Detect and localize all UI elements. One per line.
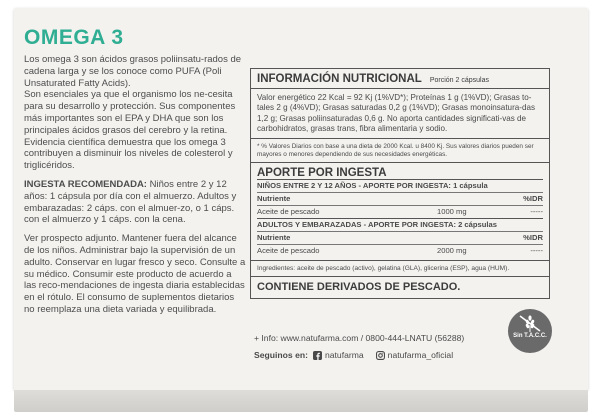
adults-col-nutrient: Nutriente bbox=[257, 233, 291, 243]
instagram-handle: natufarma_oficial bbox=[387, 350, 454, 360]
sin-tacc-badge bbox=[508, 309, 552, 353]
nutrition-values: Valor energético 22 Kcal = 92 Kj (1%VD*); Proteínas 1 g (1%VD); Grasas to-tales 2 g (4%VD); Grasas saturadas 0,2 g (1%VD); Grasas monoinsatura-das 1,2 g; Grasas poliinsaturadas 0,6 g. No aporta cantidades significati-vas de carbohidratos, grasas trans, fibra alimentaria y sodio. bbox=[257, 93, 536, 134]
table-row bbox=[257, 244, 543, 257]
warning-paragraph: Ver prospecto adjunto. Mantener fuera del alcance de los niños. Administrar bajo la supervisión de un adulto. Conservar en lugar fresco y seco. Consulte a su médico. Consumir este producto de acuerdo a las reco-mendaciones de ingesta diaria establecidas en el rótulo. El consumo de suplementos dietarios no reemplaza una dieta variada y equilibrada. bbox=[24, 233, 246, 315]
product-title: OMEGA 3 bbox=[24, 26, 124, 49]
nutrition-footnote: * % Valores Diarios con base a una dieta de 2000 Kcal. u 8400 Kj. Sus valores diarios pueden ser mayores o menores dependiendo de sus necesidades energéticas. bbox=[257, 142, 534, 158]
kids-item: Aceite de pescado bbox=[257, 207, 320, 217]
kids-col-headers bbox=[257, 192, 543, 205]
adults-table bbox=[257, 218, 543, 257]
nutrition-frame bbox=[250, 68, 550, 299]
adults-item: Aceite de pescado bbox=[257, 246, 320, 256]
table-row bbox=[257, 205, 543, 218]
package-bottom-edge bbox=[14, 390, 588, 412]
ingesta-recomendada bbox=[24, 179, 246, 226]
ingredients: Ingredientes: aceite de pescado (activo), gelatina (GLA), glicerina (ESP), agua (HUM). bbox=[257, 264, 510, 272]
intro-paragraph-2: Son esenciales ya que el organismo los ne-cesita para su desarrollo y protección. Sus componentes más importantes son el EPA y DHA que son los principales ácidos grasos del cerebro y la retina. bbox=[24, 89, 236, 136]
adults-col-idr: %IDR bbox=[523, 233, 543, 243]
aporte-heading: APORTE POR INGESTA bbox=[257, 166, 387, 179]
facebook-icon bbox=[313, 351, 322, 360]
adults-amount: 2000 mg bbox=[437, 246, 467, 256]
left-description bbox=[24, 54, 246, 316]
adults-header bbox=[257, 219, 543, 231]
instagram-icon bbox=[376, 351, 385, 360]
nutrition-panel bbox=[250, 68, 550, 299]
adults-header-text: ADULTOS Y EMBARAZADAS - APORTE POR INGESTA: 2 cápsulas bbox=[257, 220, 497, 230]
nutrition-heading-row bbox=[257, 73, 543, 85]
facebook-handle: natufarma bbox=[324, 350, 364, 360]
intro-paragraph-3: Evidencia científica demuestra que los omega 3 contribuyen a disminuir los niveles de colesterol y triglicéridos. bbox=[24, 136, 233, 172]
kids-col-idr: %IDR bbox=[523, 194, 543, 204]
kids-header-text: NIÑOS ENTRE 2 Y 12 AÑOS - APORTE POR INGESTA: 1 cápsula bbox=[257, 181, 488, 191]
ingesta-text: Niños entre 2 y 12 años: 1 cápsula por día con el almuerzo. Adultos y embarazadas: 2 cáps. con el almuer-zo, o 1 cáps. con el almuerzo y 1 cáps. con la cena. bbox=[24, 178, 237, 226]
intro-paragraph-1: Los omega 3 son ácidos grasos poliinsatu-rados de cadena larga y se los conoce como PUFA (Poli Unsaturated Fatty Acids). bbox=[24, 54, 242, 89]
kids-idr: ----- bbox=[530, 207, 543, 217]
social-row bbox=[254, 350, 453, 360]
badge-label: Sin T.A.C.C. bbox=[513, 333, 547, 339]
nutrition-heading: INFORMACIÓN NUTRICIONAL bbox=[257, 73, 422, 85]
follow-label: Seguinos en: bbox=[254, 350, 308, 360]
adults-idr: ----- bbox=[530, 246, 543, 256]
adults-col-headers bbox=[257, 231, 543, 244]
kids-col-nutrient: Nutriente bbox=[257, 194, 291, 204]
ingesta-label: INGESTA RECOMENDADA: bbox=[24, 178, 147, 190]
kids-header bbox=[257, 180, 543, 192]
kids-amount: 1000 mg bbox=[437, 207, 467, 217]
contains-warning: CONTIENE DERIVADOS DE PESCADO. bbox=[257, 280, 461, 293]
contact-info: + Info: www.natufarma.com / 0800-444-LNATU (56288) bbox=[254, 333, 465, 343]
wheat-icon bbox=[508, 314, 552, 332]
portion-label: Porción 2 cápsulas bbox=[429, 77, 489, 84]
kids-table bbox=[257, 179, 543, 218]
